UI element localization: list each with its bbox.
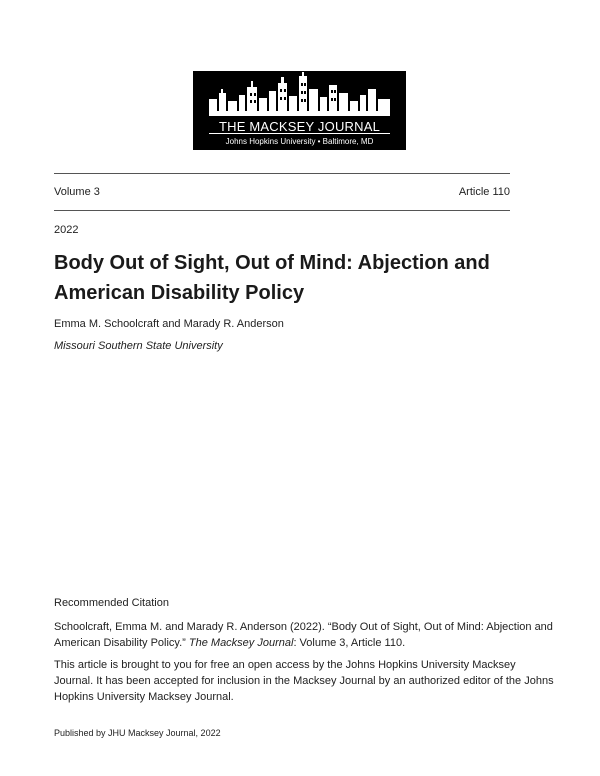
article-title: Body Out of Sight, Out of Mind: Abjection and American Disability Policy — [54, 252, 490, 304]
citation-text-before: Schoolcraft, Emma M. and Marady R. Anderson (2022). “Body Out of Sight, Out of Mind: Abjection and American Disability Policy.” — [54, 621, 553, 649]
published-by: Published by JHU Macksey Journal, 2022 — [54, 728, 221, 738]
bottom-divider — [54, 210, 510, 211]
logo-subtitle: Johns Hopkins University • Baltimore, MD — [225, 137, 374, 146]
article-number: Article 110 — [458, 186, 510, 198]
volume-label: Volume 3 — [54, 186, 100, 198]
open-access-notice: This article is brought to you for free an open access by the Johns Hopkins University Macksey Journal. It has been accepted for inclusion in the Macksey Journal by an authorized editor of the Johns Hopkins University Macksey Journal. — [54, 659, 554, 703]
journal-logo — [193, 71, 406, 150]
publication-year: 2022 — [54, 224, 79, 236]
citation-text-after: : Volume 3, Article 110. — [293, 637, 406, 649]
top-divider — [54, 173, 510, 174]
recommended-citation-heading: Recommended Citation — [54, 597, 169, 609]
author-affiliation: Missouri Southern State University — [54, 340, 223, 352]
citation-journal: The Macksey Journal — [188, 637, 294, 649]
article-authors: Emma M. Schoolcraft and Marady R. Anderson — [54, 318, 284, 330]
logo-journal-name: THE MACKSEY JOURNAL — [218, 119, 381, 134]
citation-text — [54, 619, 554, 651]
